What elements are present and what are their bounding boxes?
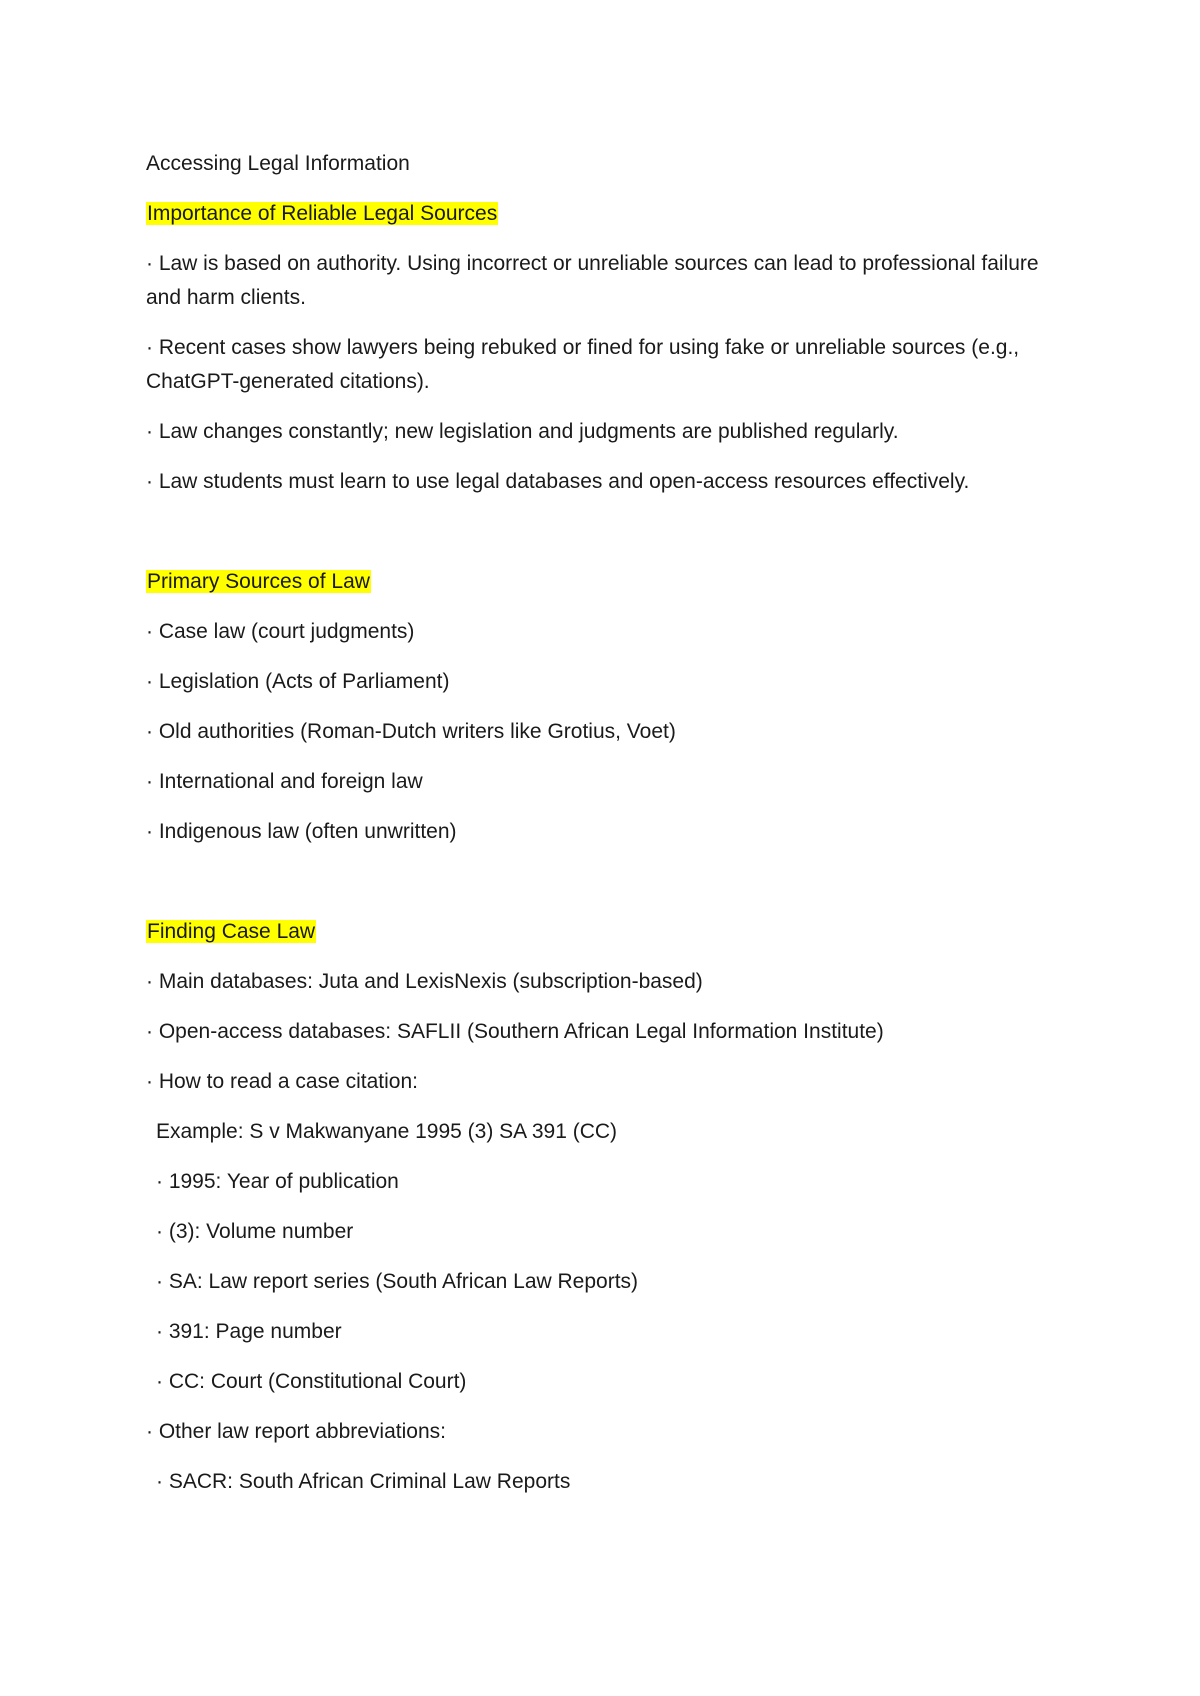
section-heading-finding-case-law <box>146 915 1066 949</box>
bullet-item: · Recent cases show lawyers being rebuked or fined for using fake or unreliable sources (e.g., ChatGPT-generated citations). <box>146 336 1020 393</box>
citation-part-item: · 1995: Year of publication <box>156 1170 399 1193</box>
bullet-item: · International and foreign law <box>146 770 423 793</box>
citation-part-item: · (3): Volume number <box>156 1220 354 1243</box>
section-spacer <box>146 515 1066 565</box>
bullet-item: · Legislation (Acts of Parliament) <box>146 670 450 693</box>
section-heading-primary-sources <box>146 565 1066 599</box>
bullet-item: · Law changes constantly; new legislation and judgments are published regularly. <box>146 420 899 443</box>
highlighted-heading-text: Primary Sources of Law <box>147 570 370 593</box>
bullet-item: · Indigenous law (often unwritten) <box>146 820 457 843</box>
section-spacer <box>146 865 1066 915</box>
bullet-item: · Case law (court judgments) <box>146 620 415 643</box>
abbreviation-item: · SACR: South African Criminal Law Reports <box>156 1470 571 1493</box>
bullet-item: · Law students must learn to use legal databases and open-access resources effectively. <box>146 470 970 493</box>
bullet-item: · Old authorities (Roman-Dutch writers like Grotius, Voet) <box>146 720 676 743</box>
highlighted-heading-text: Finding Case Law <box>147 920 316 943</box>
citation-part-item: · 391: Page number <box>156 1320 342 1343</box>
bullet-item: · Other law report abbreviations: <box>146 1420 446 1443</box>
bullet-item: · Law is based on authority. Using incorrect or unreliable sources can lead to professional failure and harm clients. <box>146 252 1039 309</box>
highlighted-heading-text: Importance of Reliable Legal Sources <box>147 202 498 225</box>
bullet-item: · How to read a case citation: <box>146 1070 418 1093</box>
document-title: Accessing Legal Information <box>146 152 410 175</box>
bullet-item: · Open-access databases: SAFLII (Southern African Legal Information Institute) <box>146 1020 884 1043</box>
citation-part-item: · CC: Court (Constitutional Court) <box>156 1370 467 1393</box>
document-body <box>146 147 1066 1515</box>
citation-part-item: · SA: Law report series (South African Law Reports) <box>156 1270 639 1293</box>
bullet-item: · Main databases: Juta and LexisNexis (subscription-based) <box>146 970 703 993</box>
citation-example: Example: S v Makwanyane 1995 (3) SA 391 (CC) <box>156 1120 618 1143</box>
section-heading-reliable-sources <box>146 197 1066 231</box>
